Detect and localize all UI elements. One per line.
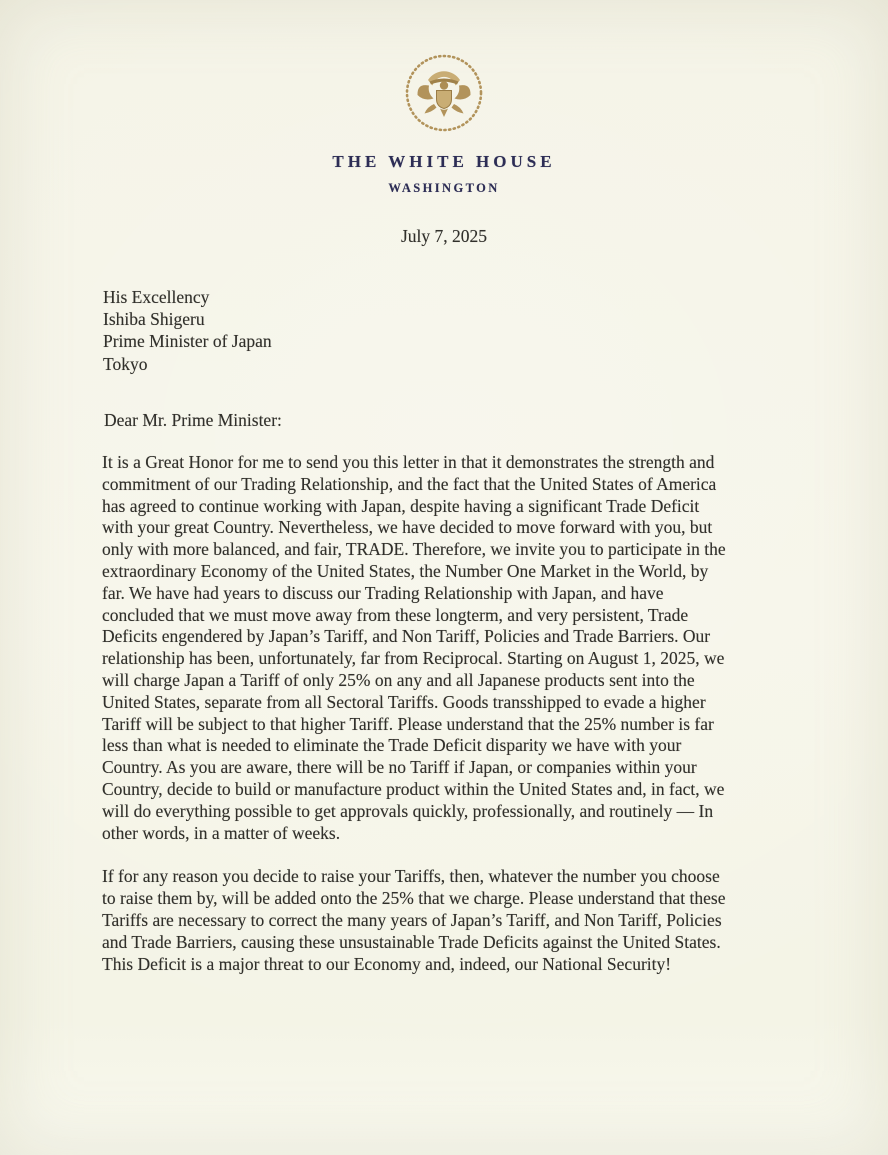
- presidential-seal-icon: [403, 52, 485, 134]
- salutation: Dear Mr. Prime Minister:: [104, 410, 282, 430]
- recipient-address: His Excellency Ishiba Shigeru Prime Minister of Japan Tokyo: [103, 287, 272, 374]
- letter-date: July 7, 2025: [400, 226, 488, 246]
- letterhead-organization: THE WHITE HOUSE: [332, 152, 556, 171]
- body-paragraph-2: If for any reason you decide to raise your Tariffs, then, whatever the number you choose to raise them by, will be added onto the 25% that we charge. Please understand that these Tariffs are necessary to correct the many years of Japan’s Tariff, and Non Tariff, Policies and Trade Barriers, causing these unsustainable Trade Deficits against the United States. This Deficit is a major threat to our Economy and, indeed, our National Security!: [102, 866, 726, 974]
- letter-body: [102, 452, 808, 975]
- body-paragraph-1: It is a Great Honor for me to send you this letter in that it demonstrates the strength and commitment of our Trading Relationship, and the fact that the United States of America has agreed to continue working with Japan, despite having a significant Trade Deficit with your great Country. Nevertheless, we have decided to move forward with you, but only with more balanced, and fair, TRADE. Therefore, we invite you to participate in the extraordinary Economy of the United States, the Number One Market in the World, by far. We have had years to discuss our Trading Relationship with Japan, and have concluded that we must move away from these longterm, and very persistent, Trade Deficits engendered by Japan’s Tariff, and Non Tariff, Policies and Trade Barriers. Our relationship has been, unfortunately, far from Reciprocal. Starting on August 1, 2025, we will charge Japan a Tariff of only 25% on any and all Japanese products sent into the United States, separate from all Sectoral Tariffs. Goods transshipped to evade a higher Tariff will be subject to that higher Tariff. Please understand that the 25% number is far less than what is needed to eliminate the Trade Deficit disparity we have with your Country. As you are aware, there will be no Tariff if Japan, or companies within your Country, decide to build or manufacture product within the United States and, in fact, we will do everything possible to get approvals quickly, professionally, and routinely — In other words, in a matter of weeks.: [102, 452, 726, 843]
- letterhead-city: WASHINGTON: [388, 181, 500, 195]
